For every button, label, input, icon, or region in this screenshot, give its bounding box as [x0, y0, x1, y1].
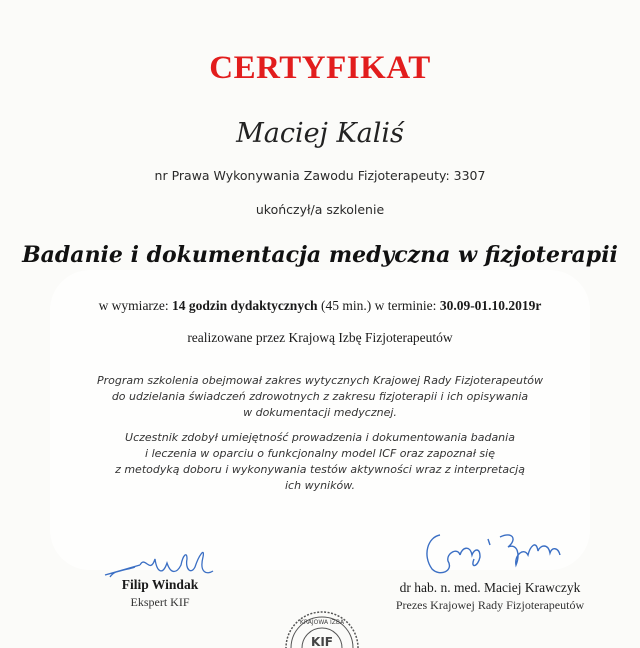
signatory-right-role: Prezes Krajowej Rady Fizjoterapeutów	[395, 598, 585, 612]
scope-dates: 30.09-01.10.2019r	[439, 298, 542, 313]
program-line: do udzielania świadczeń zdrowotnych z zakresu fizjoterapii i ich opisywania	[111, 390, 529, 403]
svg-text:KRAJOWA IZBA: KRAJOWA IZBA	[299, 619, 345, 626]
completed-text: ukończył/a szkolenie	[255, 202, 385, 217]
program-line: Program szkolenia obejmował zakres wytycznych Krajowej Rady Fizjoterapeutów	[97, 374, 543, 387]
skills-line: Uczestnik zdobył umiejętność prowadzenia i dokumentowania badania	[125, 431, 515, 444]
course-scope-line	[0, 298, 640, 314]
program-line: w dokumentacji medycznej.	[243, 406, 397, 419]
scope-hours-note: (45 min.) w terminie:	[320, 298, 437, 313]
certificate-title: CERTYFIKAT	[209, 50, 431, 86]
skills-description	[0, 430, 640, 494]
signature-block-right	[375, 525, 605, 613]
license-number-line: nr Prawa Wykonywania Zawodu Fizjoterapeuty: 3307	[154, 168, 486, 183]
scope-prefix: w wymiarze:	[98, 298, 169, 313]
signatory-right-name: dr hab. n. med. Maciej Krawczyk	[399, 580, 581, 595]
handwritten-signature-icon	[400, 525, 580, 580]
signature-block-left	[90, 545, 230, 610]
svg-text:KIF: KIF	[311, 635, 333, 648]
signatory-left-role: Ekspert KIF	[130, 595, 190, 609]
kif-seal-icon	[282, 608, 362, 648]
skills-line: i leczenia w oparciu o funkcjonalny model ICF oraz zapoznał się	[145, 447, 495, 460]
recipient-name: Maciej Kaliś	[236, 118, 404, 149]
skills-line: z metodyką doboru i wykonywania testów aktywności wraz z interpretacją	[115, 463, 525, 476]
signatory-left-name: Filip Windak	[121, 577, 199, 592]
course-title: Badanie i dokumentacja medyczna w fizjoterapii	[22, 242, 618, 268]
scope-hours: 14 godzin dydaktycznych	[172, 298, 318, 313]
skills-line: ich wyników.	[285, 479, 355, 492]
organizer-line: realizowane przez Krajową Izbę Fizjoterapeutów	[187, 330, 453, 345]
program-description	[0, 373, 640, 421]
